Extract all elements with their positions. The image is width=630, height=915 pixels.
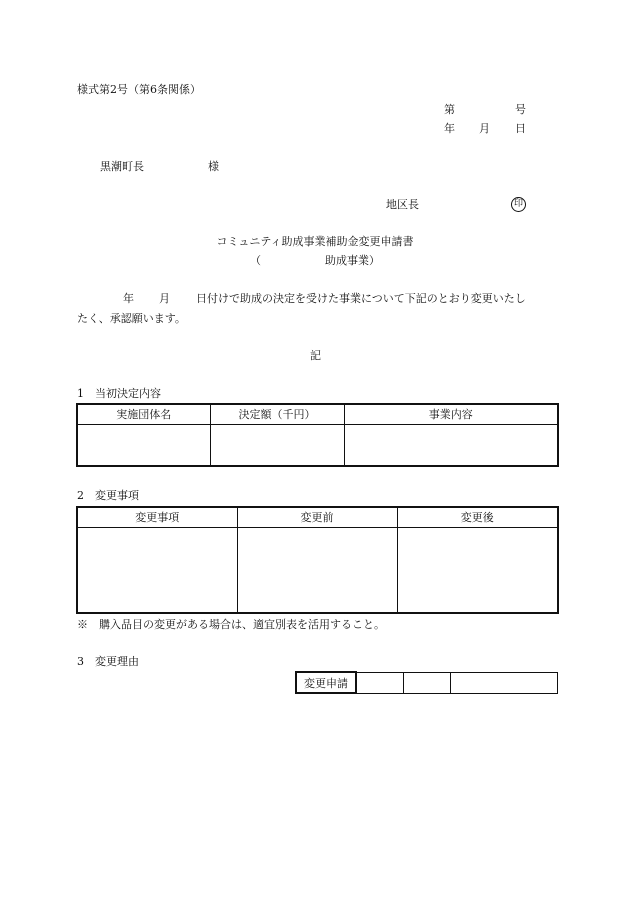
date-year: 年 (444, 122, 455, 135)
section3-heading: 3 変更理由 (77, 655, 139, 668)
form-number: 様式第2号（第6条関係） (77, 83, 201, 96)
project-content-cell[interactable] (344, 424, 558, 466)
stamp-cell-2[interactable] (403, 672, 450, 693)
document-title: コミュニティ助成事業補助金変更申請書 (216, 235, 414, 248)
addressee-honorific: 様 (208, 160, 219, 173)
change-request-label: 変更申請 (296, 672, 356, 693)
col-change-item: 変更事項 (77, 507, 237, 527)
doc-number-prefix: 第 (444, 103, 455, 116)
note-text: ※ 購入品目の変更がある場合は、適宜別表を活用すること。 (77, 618, 385, 631)
body-month: 月 (159, 292, 170, 305)
title-sub-open: （ (250, 254, 261, 267)
change-request-stamp-box (295, 671, 558, 694)
decision-amount-cell[interactable] (210, 424, 344, 466)
after-change-cell[interactable] (397, 527, 558, 613)
date-month: 月 (479, 122, 490, 135)
applicant-title: 地区長 (386, 198, 419, 211)
change-items-table (76, 506, 559, 614)
ki-label: 記 (310, 349, 321, 362)
stamp-cell-1[interactable] (356, 672, 403, 693)
section1-heading: 1 当初決定内容 (77, 387, 161, 400)
date-day: 日 (515, 122, 526, 135)
body-line2: たく、承認願います。 (77, 312, 186, 325)
col-organization-name: 実施団体名 (77, 404, 210, 424)
stamp-cell-3[interactable] (450, 672, 557, 693)
change-item-cell[interactable] (77, 527, 237, 613)
col-after-change: 変更後 (397, 507, 558, 527)
addressee-name: 黒潮町長 (100, 160, 144, 173)
organization-name-cell[interactable] (77, 424, 210, 466)
seal-icon: 印 (511, 197, 526, 212)
body-line1: 日付けで助成の決定を受けた事業について下記のとおり変更いたし (196, 292, 526, 305)
initial-decision-table (76, 403, 559, 467)
title-sub-text: 助成事業） (325, 254, 380, 267)
col-before-change: 変更前 (237, 507, 397, 527)
doc-number-suffix: 号 (515, 103, 526, 116)
col-project-content: 事業内容 (344, 404, 558, 424)
before-change-cell[interactable] (237, 527, 397, 613)
section2-heading: 2 変更事項 (77, 489, 139, 502)
body-year: 年 (123, 292, 134, 305)
col-decision-amount: 決定額（千円） (210, 404, 344, 424)
